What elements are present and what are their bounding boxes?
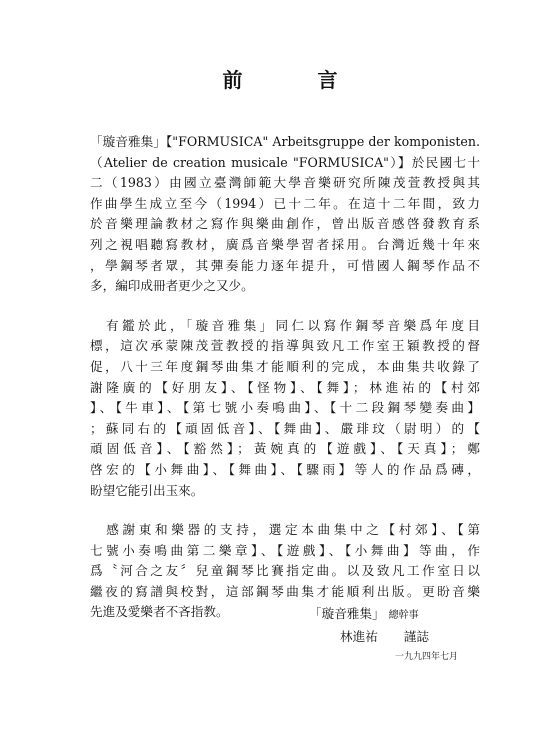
text-line: 於音樂理論教材之寫作與樂曲創作，曾出版音感啓發教育系 (90, 216, 480, 232)
signature-group-row (309, 603, 495, 626)
text-line: 爲〝河合之友〞兒童鋼琴比賽指定曲。以及致凡工作室日以 (90, 563, 480, 579)
text-line: 多，編印成冊者更少之又少。 (90, 278, 254, 294)
text-line: ；蘇同右的【頑固低音】、【舞曲】、嚴琲玟（尉明）的【 (90, 420, 480, 436)
signature-name-row (340, 626, 495, 647)
text-line: 感謝東和樂器的支持，選定本曲集中之【村郊】、【第 (90, 522, 480, 538)
signature-role: 總幹事 (388, 610, 419, 621)
page-title: 前 言 (222, 68, 372, 92)
preface-body (90, 132, 480, 642)
signature-date: 一九九四年七月 (395, 652, 459, 662)
text-line: 先進及愛樂者不吝指教。 (90, 604, 229, 620)
text-line: 促，八十三年度鋼琴曲集才能順利的完成，本曲集共收錄了 (90, 358, 480, 374)
text-line: 繼夜的寫譜與校對，這部鋼琴曲集才能順利出版。更盼音樂 (90, 583, 480, 599)
text-line: 有鑑於此，「璇音雅集」同仁以寫作鋼琴音樂爲年度目 (90, 317, 480, 333)
signature-name: 林進祐 (340, 629, 378, 644)
text-line: 標，這次承蒙陳茂萱教授的指導與致凡工作室王穎教授的督 (90, 338, 480, 354)
text-line: 作曲學生成立至今（1994）已十二年。在這十二年間，致力 (90, 195, 480, 211)
paragraph-works (90, 316, 480, 501)
text-line: ，學鋼琴者眾，其彈奏能力逐年提升，可惜國人鋼琴作品不 (90, 257, 480, 273)
text-line: （Atelier de creation musicale "FORMUSICA"）】於民國七十 (90, 154, 480, 170)
signature-block (305, 603, 495, 668)
text-line: 「璇音雅集」【"FORMUSICA" Arbeitsgruppe der komponisten. (90, 134, 480, 149)
signature-respect: 謹誌 (403, 629, 429, 644)
text-line: 頑固低音】、【豁然】；黃婉真的【遊戲】、【天真】；鄭 (90, 441, 480, 457)
text-line: 盼望它能引出玉來。 (90, 482, 204, 498)
signature-group: 「璇音雅集」 (309, 606, 385, 621)
paragraph-intro (90, 132, 480, 297)
text-line: 列之視唱聽寫教材，廣爲音樂學習者採用。台灣近幾十年來 (90, 236, 480, 252)
text-line: 二（1983）由國立臺灣師範大學音樂研究所陳茂萱教授與其 (90, 175, 480, 191)
text-line: 七號小奏鳴曲第二樂章】、【遊戲】、【小舞曲】等曲，作 (90, 542, 480, 558)
text-line: 啓宏的【小舞曲】、【舞曲】、【驟雨】等人的作品爲磚， (90, 461, 480, 477)
text-line: 謝隆廣的【好朋友】、【怪物】、【舞】；林進祐的【村郊 (90, 379, 480, 395)
text-line: 】、【牛車】、【第七號小奏鳴曲】、【十二段鋼琴變奏曲】 (90, 400, 480, 416)
